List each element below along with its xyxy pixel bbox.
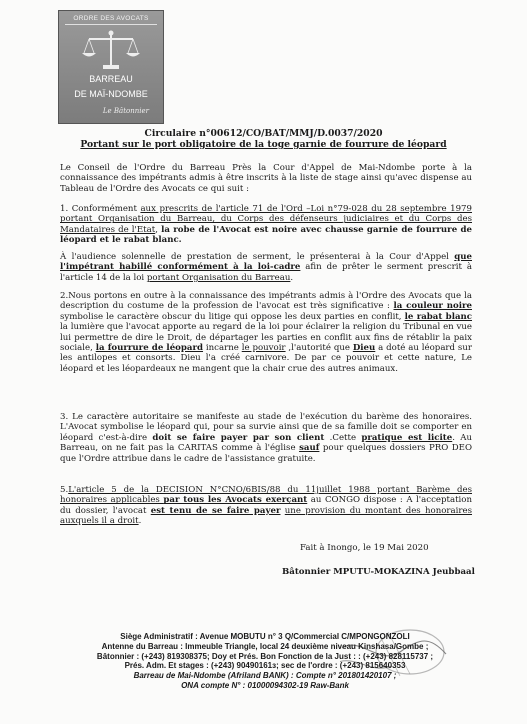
logo-signature: Le Bâtonnier	[102, 107, 149, 115]
p1-legal-reference: aux prescrits de l'article 71 de l'Ord –Loi n°79-028 du 28 septembre 1979 portant Organisation du Barreau, du Corps des défenseurs judiciaires et du Corps des Mandataires de l'Etat	[60, 204, 472, 235]
footer-antenna: Antenne du Barreau : Immeuble Triangle, local 24 deuxième niveau Kinshasa/Gombe ;	[101, 641, 429, 651]
footer-address: Siège Administratif : Avenue MOBUTU n° 3 Q/Commercial C/MPONGONZOLI	[120, 632, 410, 641]
p3-a: 3. Le caractère autoritaire se manifeste au stade de l'exécution du barème des honoraires. L'Avocat symbolise le léopard qui, pour sa survie ainsi que de sa famille doit se comporter en léopard c'est-à-dire	[60, 412, 472, 443]
paragraph-1b	[60, 252, 472, 283]
scales-of-justice-icon	[81, 29, 141, 73]
logo-top-text: ORDRE DES AVOCATS	[73, 15, 149, 22]
p3-g: pour quelques dossiers PRO DEO que l'Ordre attribue dans le cadre de l'assistance gratuite.	[60, 443, 472, 464]
paragraph-2	[60, 291, 472, 374]
p2-leopard-fur: la fourrure de léopard	[95, 343, 204, 354]
p3-c: .Cette	[324, 432, 362, 443]
p5-must-be-paid: est tenu de se faire payer	[150, 505, 281, 516]
p3-e: . Au Barreau, on ne fait pas la CARITAS comme à l'église	[60, 432, 472, 454]
logo-divider	[65, 24, 157, 25]
footer-ona-account: ONA compte N° : 01000094302-19 Raw-Bank	[181, 680, 349, 690]
paragraph-3	[60, 412, 472, 464]
p1b-law: portant Organisation du Barreau	[146, 272, 291, 283]
circular-reference: Circulaire n°00612/CO/BAT/MMJ/D.0037/2020	[144, 128, 383, 139]
p2-a: 2.Nous portons en outre à la connaissance des impétrants admis à l'Ordre des Avocats que la description du costume de la profession de l'avocat est très significative :	[60, 291, 472, 312]
bar-association-logo	[58, 10, 164, 124]
p1-c: ,	[155, 224, 162, 235]
p2-power: le pouvoir	[241, 343, 286, 354]
p5-provision: une provision du montant des honoraires auxquels il a droit	[60, 505, 472, 527]
p5-a: 5.	[60, 485, 69, 495]
p2-g: incarne	[203, 343, 242, 354]
p3-payment: doit se faire payer par son client	[152, 432, 325, 443]
p2-white-bands: le rabat blanc	[404, 311, 473, 322]
logo-line1: BARREAU	[89, 74, 133, 84]
p2-god: Dieu	[352, 343, 376, 354]
p1b-c: présenterai à la Cour d'Appel	[304, 252, 455, 262]
signatory-name: Bâtonnier MPUTU-MOKAZINA Jeubbaal	[282, 567, 475, 577]
circular-subject: Portant sur le port obligatoire de la toge garnie de fourrure de léopard	[80, 139, 447, 150]
paragraph-1	[60, 204, 472, 246]
footer-phones-1: Bâtonnier : (+243) 819308375; Doy et Prés. Bon Fonction de la Just : : (+243) 828115737 ;	[96, 651, 434, 661]
p3-licit: pratique est licite	[361, 432, 453, 443]
p2-black-colour: la couleur noire	[393, 301, 472, 312]
p2-e: la lumière que l'avocat apporte au regard de la loi pour éclairer la religion du Tribunal en vue lui permettre de dire le Droit, de départager les parties en conflit aux fins de rétablir la paix sociale,	[60, 322, 472, 354]
p2-k: a doté au léopard sur les antilopes et consorts. Dieu l'a créé carnivore. De par ce pouvoir et cette nature, Le léopard et les léopardeaux ne mangent que la chair crue des autres animaux.	[60, 343, 472, 374]
p5-h: .	[138, 516, 142, 527]
footer-bank-account: Barreau de Mai-Ndombe (Afriland BANK) : Compte n° 201801420107 ;	[133, 671, 397, 681]
paragraph-5	[60, 485, 472, 527]
p2-i: ,l'autorité que	[285, 343, 353, 354]
p1-robe-description: la robe de l'Avocat est noire avec chausse garnie de fourrure de léopard et le rabat blanc.	[60, 224, 473, 246]
footer-phones-2: Prés. Adm. Et stages : (+243) 90490161з; sec de l'ordre : (+243) 815640353	[124, 661, 406, 671]
footer	[70, 632, 460, 691]
p3-except: sauf	[299, 443, 320, 454]
p5-b: L'article 5 de la DECISION N°CNO/6BIS/88 du 11juillet 1988 portant Barème des honoraires applicables	[60, 485, 472, 506]
p1b-requirement: que l'impétrant habillé conformément à la loi-cadre	[60, 252, 472, 273]
p1-a: 1. Conformément	[60, 204, 141, 214]
p1b-b: le	[296, 252, 305, 262]
place-date: Fait à Inongo, le 19 Mai 2020	[300, 543, 429, 553]
p5-all-lawyers: par tous les Avocats exerçant	[163, 495, 308, 506]
intro-paragraph: Le Conseil de l'Ordre du Barreau Près la Cour d'Appel de Mai-Ndombe porte à la connaissance des impétrants admis à être inscrits à la liste de stage ainsi qu'avec dispense au Tableau de l'Ordre des Avocats ce qui suit :	[60, 163, 472, 194]
p1b-e: afin de prêter le serment prescrit à l'article 14 de la loi	[60, 262, 472, 283]
p2-c: symbolise le caractère obscur du litige qui oppose les deux parties en conflit,	[60, 311, 405, 322]
p5-d: au CONGO dispose : A l'acceptation du dossier, l'avocat	[60, 495, 472, 516]
p1b-a: À l'audience solennelle de prestation de serment,	[60, 252, 297, 262]
p1b-g: .	[290, 272, 294, 283]
logo-line2: DE MAÏ-NDOMBE	[74, 89, 148, 99]
